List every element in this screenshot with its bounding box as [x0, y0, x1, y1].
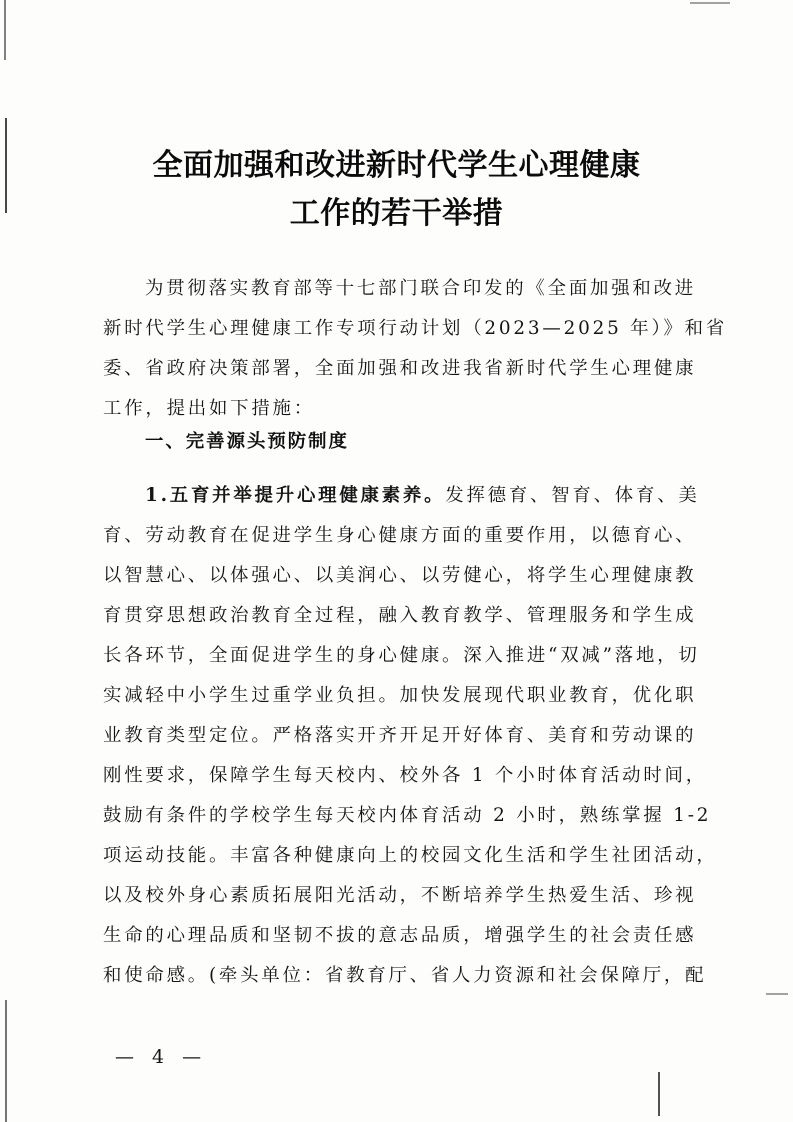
paragraph-line: 育贯穿思想政治教育全过程，融入教育教学、管理服务和学生成 [103, 605, 697, 626]
paragraph-line: 以智慧心、以体强心、以美润心、以劳健心，将学生心理健康教 [103, 565, 697, 586]
paragraph-line: 实减轻中小学生过重学业负担。加快发展现代职业教育，优化职 [103, 685, 697, 706]
paragraph-line: 业教育类型定位。严格落实开齐开足开好体育、美育和劳动课的 [103, 725, 697, 746]
page-number: — 4 — [115, 1046, 208, 1068]
scan-edge-mark [690, 2, 730, 4]
paragraph-line: 为贯彻落实教育部等十七部门联合印发的《全面加强和改进 [145, 278, 696, 299]
item-1-paragraph [103, 476, 718, 996]
paragraph-line: 长各环节，全面促进学生的身心健康。深入推进“双减”落地，切 [103, 645, 700, 666]
paragraph-line: 委、省政府决策部署，全面加强和改进我省新时代学生心理健康 [103, 358, 697, 379]
intro-paragraph [103, 269, 728, 429]
paragraph-line [103, 476, 700, 516]
item-lead: 1.五育并举提升心理健康素养。 [145, 485, 446, 506]
paragraph-line: 项运动技能。丰富各种健康向上的校园文化生活和学生社团活动， [103, 845, 718, 866]
paragraph-line: 新时代学生心理健康工作专项行动计划（2023—2025 年）》和省 [103, 318, 728, 339]
scan-edge-mark [766, 993, 788, 995]
paragraph-line: 生命的心理品质和坚韧不拔的意志品质，增强学生的社会责任感 [103, 925, 697, 946]
paragraph-line: 和使命感。(牵头单位：省教育厅、省人力资源和社会保障厅，配 [103, 965, 707, 986]
paragraph-line: 以及校外身心素质拓展阳光活动，不断培养学生热爱生活、珍视 [103, 885, 697, 906]
scan-edge-mark [5, 1000, 7, 1122]
scan-edge-mark [4, 0, 6, 60]
section-heading: 一、完善源头预防制度 [145, 431, 349, 452]
paragraph-line: 刚性要求，保障学生每天校内、校外各 1 个小时体育活动时间， [103, 765, 707, 786]
paragraph-line: 鼓励有条件的学校学生每天校内体育活动 2 小时，熟练掌握 1-2 [103, 805, 712, 826]
paragraph-line: 工作，提出如下措施： [103, 398, 315, 419]
item-lead-rest: 发挥德育、智育、体育、美 [445, 485, 700, 506]
scan-edge-mark [658, 1072, 660, 1116]
document-title-line-1: 全面加强和改进新时代学生心理健康 [152, 148, 641, 183]
paragraph-line: 育、劳动教育在促进学生身心健康方面的重要作用，以德育心、 [103, 525, 697, 546]
document-title-line-2: 工作的若干举措 [289, 196, 504, 231]
